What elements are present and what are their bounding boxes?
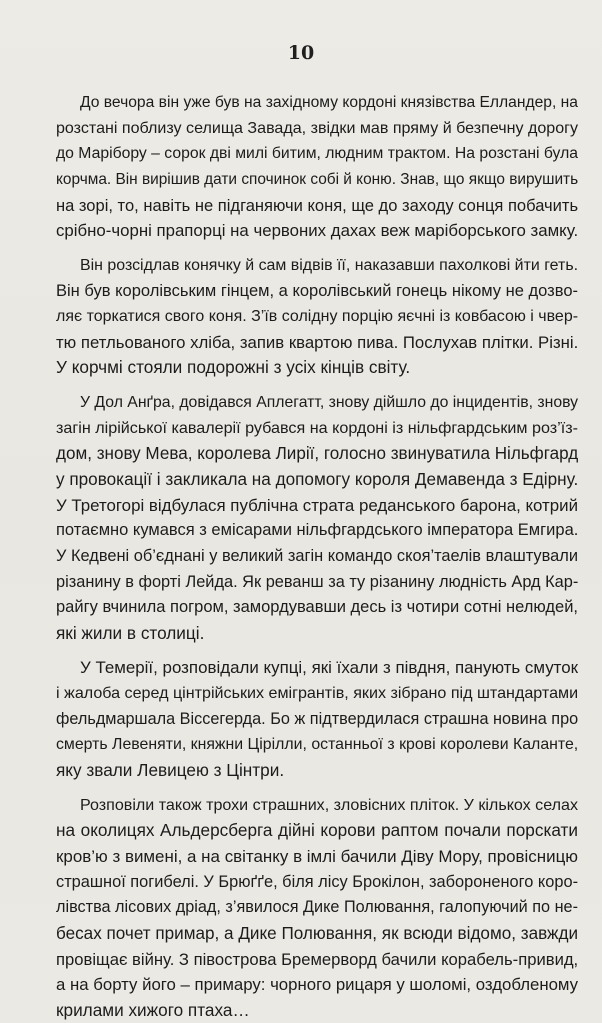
text-line: У Темерії, розповідали купці, які їхали з півдня, панують смуток [80, 658, 578, 678]
text-line: срібно-чорні прапорці на червоних дахах веж маріборського замку. [56, 221, 578, 241]
text-line: У Третогорі відбулася публічна страта реданського барона, котрий [56, 495, 578, 515]
page-number: 10 [287, 42, 315, 64]
text-line: смерть Левеняти, княжни Цірілли, останньої з крові королеви Каланте, [56, 736, 578, 754]
text-line: дом, знову Мева, королева Лирії, голосно звинуватила Нільфгард [56, 444, 578, 464]
paragraph-gap [56, 244, 578, 253]
page-body-text [56, 90, 578, 1023]
text-line: тю петльованого хліба, запив квартою пива. Послухав плітки. Різні. [56, 332, 578, 352]
text-line: у провокації і закликала на допомогу короля Демавенда з Едірну. [56, 468, 578, 489]
text-line: які жили в столиці. [56, 622, 205, 643]
text-line: кров’ю з вимені, а на світанку в імлі бачили Діву Мору, провісницю [56, 846, 578, 866]
text-line: Він був королівським гінцем, а королівський гонець нікому не дозво- [56, 281, 578, 301]
text-line: ляє торкатися свого коня. З’їв солідну порцію яєчні із ковбасою і чвер- [56, 308, 578, 326]
paragraph [56, 390, 578, 646]
paragraph-gap [56, 381, 578, 390]
text-line: Розповіли також трохи страшних, зловісних пліток. У кількох селах [80, 795, 578, 814]
text-line: Він розсідлав конячку й сам відвів її, наказавши пахолкові йти геть. [80, 256, 578, 274]
paragraph [56, 90, 578, 244]
text-line: загін лірійської кавалерії рубався на кордоні із нільфгардським роз’їз- [56, 418, 578, 437]
text-line: до Марібору – сорок дві милі битим, людним трактом. На розстані була [56, 145, 578, 163]
text-line: потаємно кумався з емісарами нільфгардського імператора Емгира. [56, 521, 578, 540]
text-line: провіщає війну. З півострова Бремерворд бачили корабель-привид, [56, 949, 578, 969]
text-line: До вечора він уже був на західному кордоні князівства Елландер, на [80, 94, 578, 111]
paragraph [56, 793, 578, 1023]
paragraph-gap [56, 784, 578, 793]
text-line: яку звали Левицею з Цінтри. [56, 760, 285, 781]
text-line: крилами хижого птаха… [56, 999, 250, 1020]
text-line: фельдмаршала Віссегерда. Бо ж підтвердилася страшна новина про [56, 709, 578, 728]
paragraph [56, 655, 578, 783]
paragraph [56, 253, 578, 381]
text-line: а на борту його – примару: чорного рицаря у шоломі, оздобленому [56, 975, 578, 995]
text-line: страшної погибелі. У Брюґґе, біля лісу Брокілон, забороненого коро- [56, 872, 578, 891]
text-line: різанину в форті Лейда. Як реванш за ту різанину людність Ард Кар- [56, 572, 578, 591]
text-line: У корчмі стояли подорожні з усіх кінців світу. [56, 357, 411, 378]
text-line: бесах почет примар, а Дике Полювання, як всюди відомо, завжди [56, 923, 578, 943]
text-line: на околицях Альдерсберга дійні корови раптом почали порскати [56, 820, 578, 841]
text-line: розстані поблизу селища Завада, звідки мав пряму й безпечну дорогу [56, 118, 578, 137]
text-line: корчма. Він вирішив дати спочинок собі й коню. Знав, що якщо вирушить [56, 170, 578, 188]
text-line: на зорі, то, навіть не підганяючи коня, ще до заходу сонця побачить [56, 195, 578, 215]
text-line: райгу вчинила погром, замордувавши десь із чотири сотні нелюдей, [56, 598, 578, 617]
text-line: лівства лісових дріад, з’явилося Дике Полювання, галопуючий по не- [56, 898, 578, 917]
paragraph-gap [56, 646, 578, 655]
text-line: У Дол Анґра, довідався Аплегатт, знову дійшло до інцидентів, знову [80, 394, 578, 412]
text-line: У Кедвені об’єднані у великий загін командо скоя’таелів влаштували [56, 546, 578, 565]
text-line: і жалоба серед цінтрійських емігрантів, яких зібрано під штандартами [56, 684, 578, 703]
